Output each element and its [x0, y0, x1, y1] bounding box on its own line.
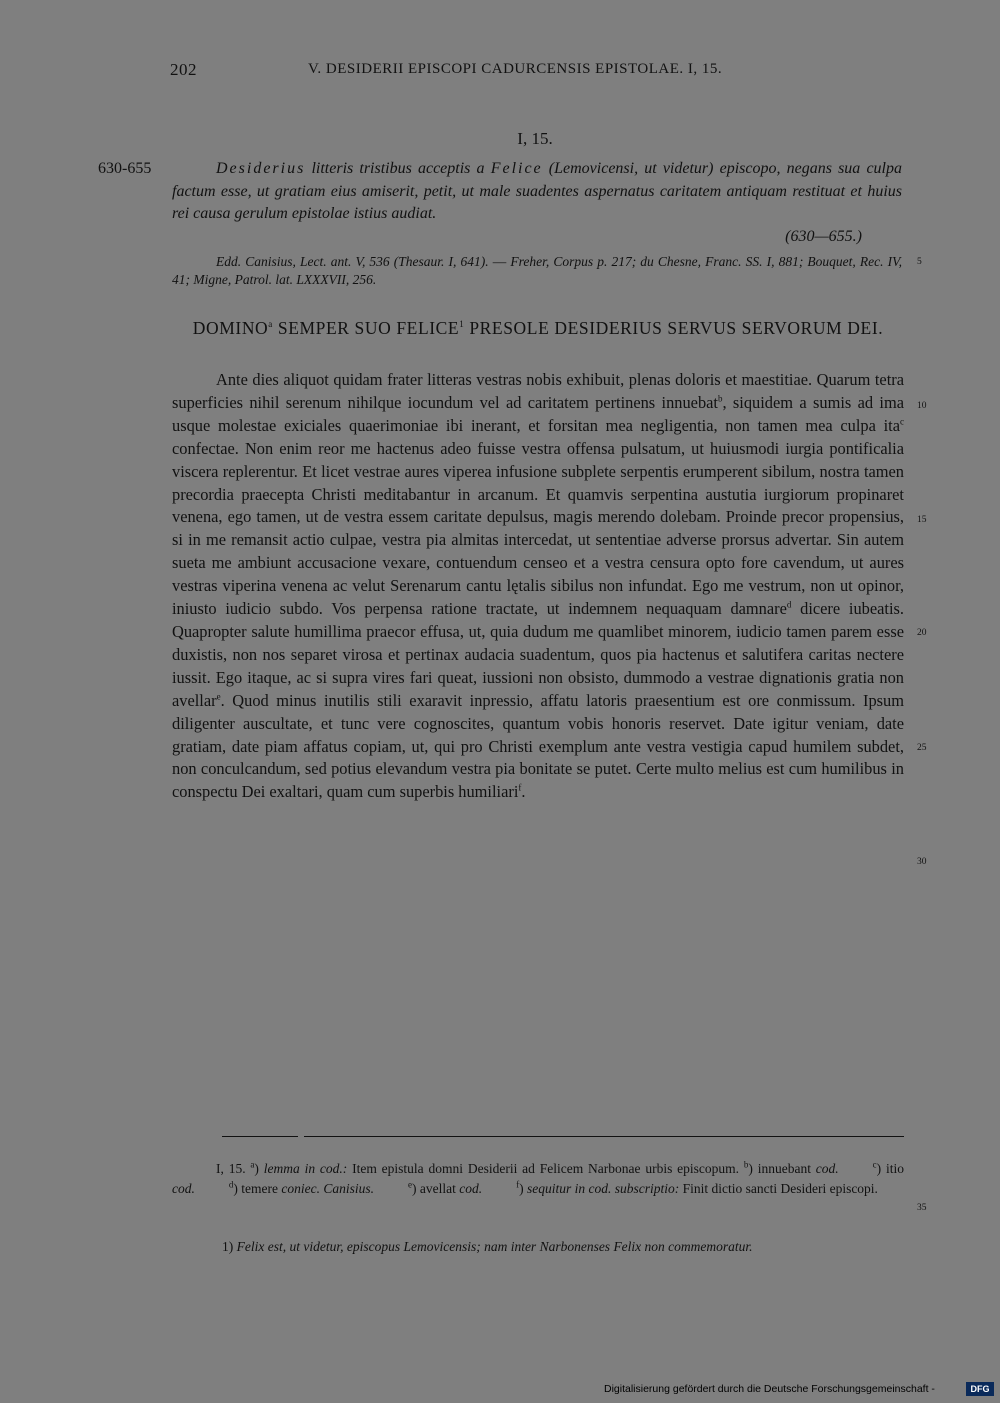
apparatus-text: itio [881, 1161, 905, 1176]
footnote-rule-short [222, 1136, 298, 1137]
summary-recipient: Felice [490, 160, 543, 177]
line-number: 5 [917, 257, 922, 267]
line-number: 30 [917, 857, 927, 867]
footnote-number: 1) [222, 1239, 234, 1254]
footnote [222, 1238, 904, 1256]
critical-apparatus: I, 15. $^a$) lemma in cod.: Item epistula domni Desiderii ad Felicem Narbonae urbis episcopum. $^b$) innuebant cod. $^c$) itio cod. $^d$) temere coniec. Canisius. $^e$) avellat cod. $^f$) sequitur in cod. subscriptio: Finit dictio sancti Desideri episcopi. [172, 1159, 905, 1196]
body-segment: dicere iubeatis. Quapropter salute humillima praecor effusa, ut, quia dudum me quamlibet minorem, iudicio tamen parem esse duxistis, non nos separet virosa et pertinax audacia suadentum, quos pia hactenus et salutifera caritas nectere iussit. Ego itaque, ac si supra vires fari queat, iussioni non obsisto, dummodo a vestrae dignationis gratia non avellar [172, 599, 904, 710]
body-segment: , siquidem a sumis ad ima usque molestae exiciales quaerimoniae ibi inerant, et forsitan mea negligentia, non tamen mea culpa ita [172, 392, 905, 435]
apparatus-text: Finit dictio sancti Desideri episcopi. [679, 1181, 878, 1196]
footnote-text: Felix est, ut videtur, episcopus Lemovicensis; nam inter Narbonenses Felix non commemoratur. [236, 1239, 753, 1254]
apparatus-label: sequitur in cod. subscriptio: [526, 1181, 680, 1196]
letter-number: I, 15. [517, 129, 553, 148]
apparatus-marker: e [216, 691, 221, 702]
address-part: PRESOLE DESIDERIUS SERVUS SERVORUM DEI. [464, 318, 884, 338]
apparatus-ref: I, 15. [216, 1161, 246, 1176]
running-title: V. DESIDERII EPISCOPI CADURCENSIS EPISTOLAE. I, 15. [308, 61, 723, 77]
body-segment: confectae. Non enim reor me hactenus adeo fuisse vestra offensa pulsatum, ut huiusmodi iurgia pontificalia viscera replerentur. Et licet vestrae aures viperea infusione subplete serpentis erumperent sibilum, nostra tamen precordia praecepta Christi meditabantur in arcanum. Et quamvis serpentina austutia iurgiorum propinaret venena, ego tamen, ut de vestra essem caritate depulsus, magis merendo dolebam. Proinde precor propensius, si in me remansit actio culpae, vestra pia almitas intercedat, ut sententiae adverse prorsus advertar. Sin autem sueta me ambiunt accusacione vexare, contuendum censeo et a vestra censura opto fore cavendum, ut aures vestras viperina venena ac velut Serenarum cantu lętalis sibilus non infundat. Ego me vestrum, non ut opinor, iniusto iudicio subdo. Vos perpensa ratione tractate, ut indemnem nequaquam damnare [172, 438, 904, 619]
body-segment: Ante dies aliquot quidam frater litteras vestras nobis exhibuit, plenas doloris et maestitiae. Quarum tetra superficies nihil serenum nihilque iocundum vel ad caritatem pertinens innuebat [172, 370, 904, 412]
footnote-marker: 1 [459, 319, 465, 330]
line-number: 35 [917, 1203, 927, 1213]
body-segment: . Quod minus inutilis stili exaravit inpressio, affatu latoris praesentium est ore conmissum. Ipsum diligenter auscultate, et tunc vere cognoscites, quantum vobis honoris reservet. Date igitur veniam, date gratiam, date piam affatus copiam, ut, qui pro Christi exemplum ante vestra vestigia capud humilem subdet, non conculcandum, sed potius elevandum vestra pia bonitate se putet. Certe multo melius est cum humilibus in conspectu Dei exaltari, quam cum superbis humiliari [172, 690, 904, 802]
apparatus-marker: f [516, 1179, 520, 1190]
editions-rest: Freher, Corpus p. 217; du Chesne, Franc. SS. I, 881; Bouquet, Rec. IV, 41; Migne, Patrol. lat. LXXXVII, 256. [172, 254, 902, 287]
apparatus-marker: b [743, 1159, 749, 1170]
line-number: 20 [917, 628, 927, 638]
apparatus-marker: c [872, 1159, 877, 1170]
line-number: 15 [917, 515, 927, 525]
address-part: DOMINO [192, 318, 269, 338]
dfg-logo-icon: DFG [966, 1382, 994, 1396]
body-segment: . [521, 782, 526, 802]
editions-dash: — [488, 254, 511, 269]
apparatus-label: lemma in cod.: [263, 1161, 348, 1176]
letter-summary [172, 158, 902, 248]
line-number: 10 [917, 401, 927, 411]
apparatus-marker: f [518, 782, 522, 793]
apparatus-text: temere [237, 1181, 282, 1196]
summary-author: Desiderius [216, 160, 306, 177]
apparatus-source: cod. [459, 1181, 483, 1196]
letter-address [172, 317, 904, 339]
apparatus-marker: d [786, 599, 792, 610]
summary-text-mid: litteris tristibus acceptis a [305, 160, 491, 177]
editions-first: Edd. Canisius, Lect. ant. V, 536 (Thesaur. I, 641). [216, 254, 489, 269]
line-number: 25 [917, 743, 927, 753]
apparatus-text: Item epistula domni Desiderii ad Felicem Narbonae urbis episcopum. [347, 1161, 740, 1176]
apparatus-marker: b [717, 393, 723, 404]
apparatus-marker: a [250, 1159, 255, 1170]
apparatus-marker: c [900, 416, 904, 427]
digitization-credit: Digitalisierung gefördert durch die Deutsche Forschungsgemeinschaft - [604, 1383, 935, 1395]
apparatus-marker: d [228, 1179, 234, 1190]
editions-note [172, 253, 902, 289]
summary-text-rest: (Lemovicensi, ut videtur) episcopo, negans sua culpa factum esse, ut gratiam eius amiserit, petit, ut male suadentes aspernatus caritatem antiquam restituat et huius rei causa gerulum epistolae istius audiat. [172, 160, 902, 222]
apparatus-text: innuebant [752, 1161, 816, 1176]
margin-date: 630-655 [98, 160, 152, 177]
apparatus-marker: e [407, 1179, 412, 1190]
apparatus-source: coniec. Canisius. [281, 1181, 374, 1196]
address-part: SEMPER SUO FELICE [272, 318, 460, 338]
letter-body [172, 369, 904, 804]
running-header [170, 60, 905, 82]
footnote-rule-long [304, 1136, 904, 1137]
apparatus-source: cod. [815, 1161, 839, 1176]
apparatus-text: avellat [416, 1181, 460, 1196]
page-number: 202 [170, 60, 197, 79]
apparatus-marker: a [268, 319, 273, 330]
summary-date-range: (630—655.) [785, 227, 862, 245]
apparatus-source: cod. [172, 1181, 195, 1196]
